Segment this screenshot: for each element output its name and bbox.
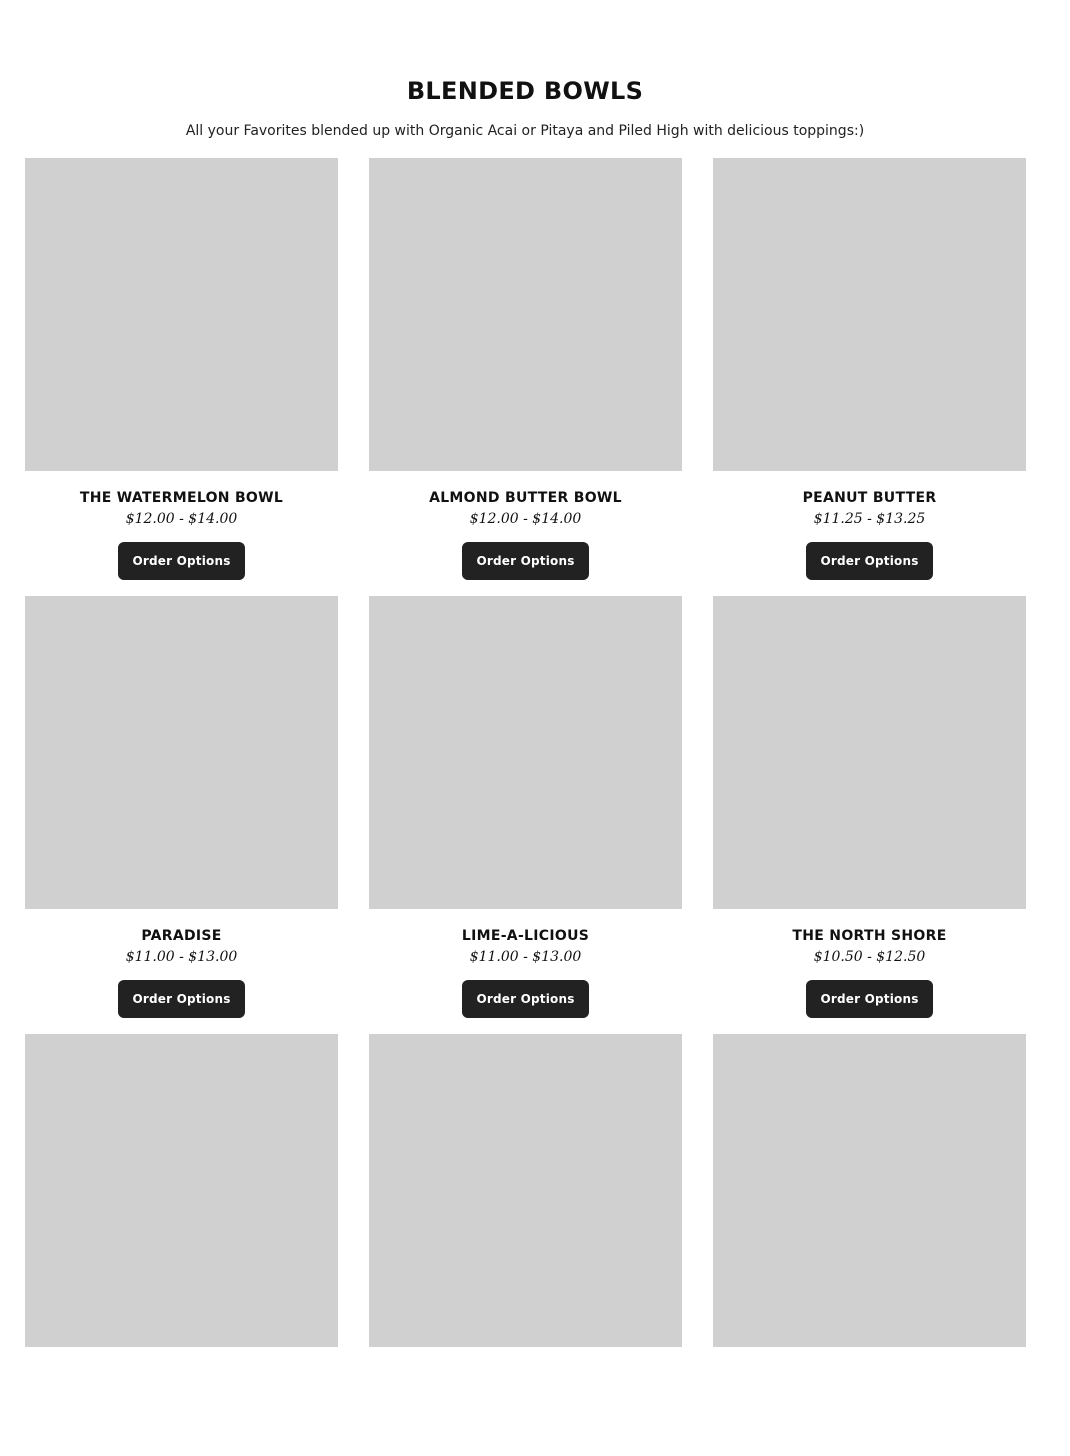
product-card <box>25 596 338 1018</box>
product-price: $10.50 - $12.50 <box>813 949 926 965</box>
product-image[interactable] <box>25 1034 338 1347</box>
product-price: $12.00 - $14.00 <box>125 511 238 527</box>
product-image[interactable] <box>25 596 338 909</box>
order-options-button[interactable]: Order Options <box>462 980 589 1018</box>
order-options-button[interactable]: Order Options <box>118 980 245 1018</box>
product-price: $11.00 - $13.00 <box>125 949 238 965</box>
section-title: BLENDED BOWLS <box>406 77 644 105</box>
product-price: $12.00 - $14.00 <box>469 511 582 527</box>
product-image[interactable] <box>369 596 682 909</box>
product-card <box>25 158 338 580</box>
product-card <box>369 1034 682 1456</box>
product-name[interactable]: ALMOND BUTTER BOWL <box>429 490 622 506</box>
product-card <box>713 158 1026 580</box>
product-name[interactable]: PEANUT BUTTER <box>802 490 937 506</box>
section-subtitle: All your Favorites blended up with Organic Acai or Pitaya and Piled High with delicious toppings:) <box>185 123 865 139</box>
product-image[interactable] <box>25 158 338 471</box>
product-image[interactable] <box>369 1034 682 1347</box>
product-price: $11.00 - $13.00 <box>469 949 582 965</box>
product-card <box>713 596 1026 1018</box>
product-card <box>25 1034 338 1456</box>
product-image[interactable] <box>713 1034 1026 1347</box>
product-name[interactable]: PARADISE <box>141 928 222 944</box>
product-image[interactable] <box>713 158 1026 471</box>
product-grid <box>25 158 1025 1456</box>
product-name[interactable]: THE WATERMELON BOWL <box>79 490 284 506</box>
product-image[interactable] <box>713 596 1026 909</box>
order-options-button[interactable]: Order Options <box>462 542 589 580</box>
product-card <box>713 1034 1026 1456</box>
order-options-button[interactable]: Order Options <box>118 542 245 580</box>
product-image[interactable] <box>369 158 682 471</box>
product-card <box>369 158 682 580</box>
product-card <box>369 596 682 1018</box>
product-name[interactable]: LIME-A-LICIOUS <box>461 928 590 944</box>
product-price: $11.25 - $13.25 <box>813 511 926 527</box>
order-options-button[interactable]: Order Options <box>806 980 933 1018</box>
product-name[interactable]: THE NORTH SHORE <box>792 928 947 944</box>
order-options-button[interactable]: Order Options <box>806 542 933 580</box>
